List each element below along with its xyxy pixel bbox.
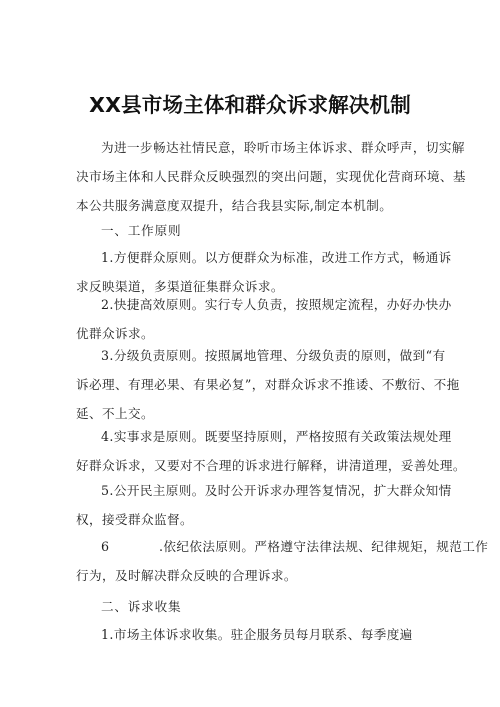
intro-line: 决市场主体和人民群众反映强烈的突出问题，实现优化营商环境、基 (76, 169, 466, 184)
item-number: 5 (101, 483, 110, 498)
item-line (76, 243, 452, 272)
item-line: 优群众诉求。 (76, 326, 154, 341)
principle-item (76, 476, 452, 534)
intro-paragraph (76, 133, 466, 220)
section-heading-collection: 二、诉求收集 (101, 599, 182, 614)
principle-item (76, 532, 489, 590)
section-heading-principles: 一、工作原则 (101, 223, 182, 238)
item-text: .分级负责原则。按照属地管理、分级负责的原则，做到“有 (109, 348, 446, 363)
item-line (76, 422, 452, 451)
item-line (76, 290, 452, 319)
item-line: 延、不上交。 (76, 406, 154, 421)
item-text: .方便群众原则。以方便群众为标准，改进工作方式，畅通诉 (109, 250, 452, 265)
item-line: 权，接受群众监督。 (76, 512, 193, 527)
item-line: 行为，及时解决群众反映的合理诉求。 (76, 568, 297, 583)
item-line: 诉必理、有理必果、有果必复”，对群众诉求不推诿、不敷衍、不拖 (76, 377, 460, 392)
item-text: .依纪依法原则。严格遵守法律法规、纪律规矩，规范工作 (159, 539, 489, 554)
item-line (76, 532, 489, 561)
item-line (76, 476, 452, 505)
document-title: XX县市场主体和群众诉求解决机制 (89, 93, 411, 117)
item-number: 1 (101, 250, 110, 265)
item-number: 3 (101, 348, 110, 363)
intro-line: 本公共服务满意度双提升，结合我县实际,制定本机制。 (76, 198, 393, 213)
intro-line: 为进一步畅达社情民意，聆听市场主体诉求、群众呼声，切实解 (101, 140, 465, 155)
principle-item (76, 341, 460, 428)
collection-item (76, 620, 436, 649)
item-line (76, 341, 446, 370)
item-number: 1 (101, 627, 110, 642)
item-text: .实事求是原则。既要坚持原则，严格按照有关政策法规处理 (109, 429, 452, 444)
item-number: 2 (101, 297, 110, 312)
item-text: .快捷高效原则。实行专人负责，按照规定流程，办好办快办 (109, 297, 452, 312)
principle-item (76, 290, 452, 348)
item-line: 好群众诉求，又要对不合理的诉求进行解释，讲清道理，妥善处理。 (76, 458, 466, 473)
item-number: 4 (101, 429, 110, 444)
item-text: .公开民主原则。及时公开诉求办理答复情况，扩大群众知情 (109, 483, 452, 498)
item-line: 求反映渠道，多渠道征集群众诉求。 (76, 279, 284, 294)
item-number: 6 (101, 539, 110, 554)
item-text: .市场主体诉求收集。驻企服务员每月联系、每季度遍 (109, 627, 413, 642)
item-line (76, 620, 436, 649)
principle-item (76, 422, 466, 480)
